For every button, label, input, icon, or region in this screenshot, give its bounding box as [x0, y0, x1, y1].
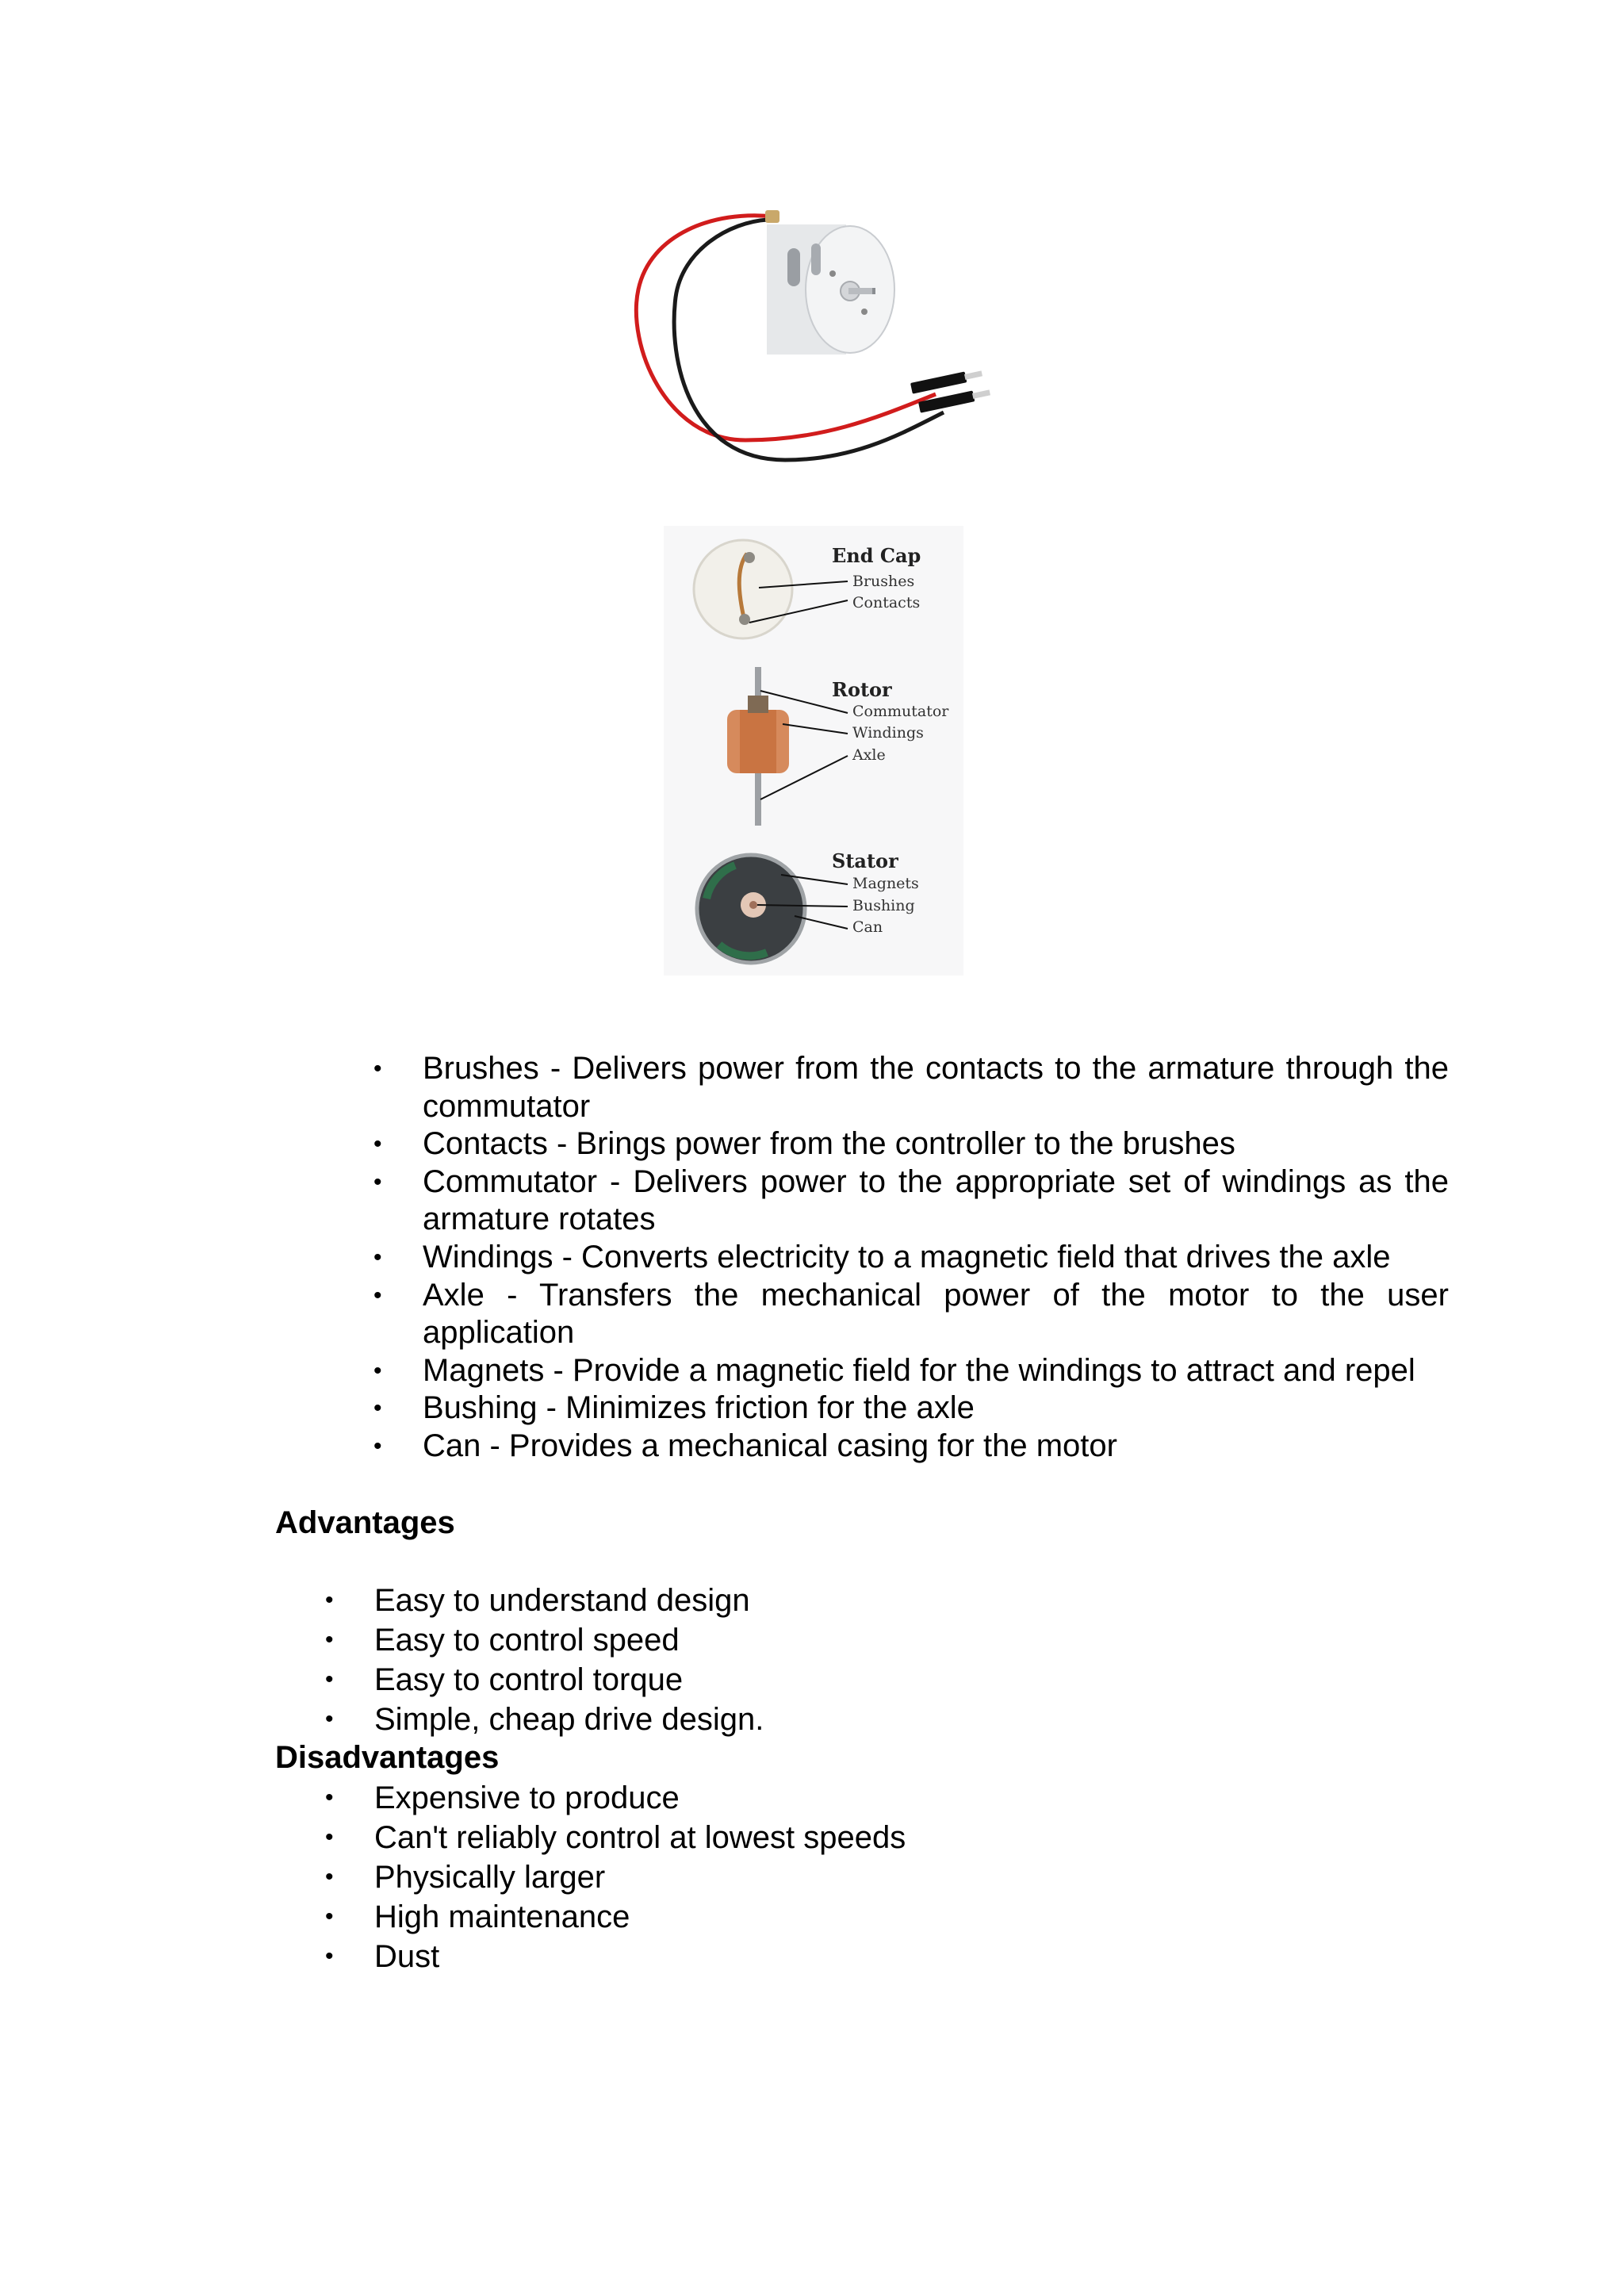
bullet: • — [373, 1131, 382, 1158]
bullet: • — [325, 1784, 334, 1811]
motor-exploded-diagram — [664, 526, 963, 976]
bullet: • — [373, 1244, 382, 1271]
advantages-list — [322, 1581, 764, 1739]
bullet: • — [325, 1666, 334, 1692]
label-rotor: Rotor — [832, 678, 892, 701]
list-item: • Easy to control speed — [322, 1620, 764, 1660]
label-can: Can — [852, 918, 883, 936]
bullet: • — [325, 1943, 334, 1969]
list-item: • Bushing - Minimizes friction for the axle — [370, 1389, 1449, 1428]
label-stator: Stator — [832, 849, 898, 872]
label-contacts: Contacts — [852, 594, 921, 611]
list-item: • Dust — [322, 1937, 906, 1976]
bullet: • — [325, 1627, 334, 1653]
label-end-cap: End Cap — [832, 544, 921, 567]
bullet: • — [325, 1706, 334, 1732]
list-item: • Can - Provides a mechanical casing for the motor — [370, 1428, 1449, 1466]
label-commutator: Commutator — [852, 703, 949, 720]
list-item: • Easy to understand design — [322, 1581, 764, 1620]
label-axle: Axle — [852, 746, 886, 764]
list-item: • Can't reliably control at lowest speeds — [322, 1818, 906, 1857]
component-list — [370, 1050, 1449, 1466]
label-magnets: Magnets — [852, 875, 919, 892]
bullet: • — [373, 1357, 382, 1384]
list-item: • Commutator - Delivers power to the appropriate set of windings as the armature rotates — [373, 1163, 1449, 1237]
list-item: • Windings - Converts electricity to a magnetic field that drives the axle — [370, 1239, 1449, 1277]
label-windings: Windings — [852, 724, 924, 742]
list-item: • Easy to control torque — [322, 1660, 764, 1700]
bullet: • — [325, 1587, 334, 1613]
bullet: • — [373, 1282, 382, 1309]
list-item: • Axle - Transfers the mechanical power of the motor to the user application — [373, 1277, 1449, 1351]
bullet: • — [325, 1824, 334, 1850]
dc-motor-photo — [619, 178, 1015, 496]
disadvantages-list — [322, 1778, 906, 1976]
list-item: • Simple, cheap drive design. — [322, 1700, 764, 1739]
label-brushes: Brushes — [852, 573, 915, 590]
list-item: • Brushes - Delivers power from the contacts to the armature through the commutator — [373, 1051, 1449, 1124]
list-item: • Expensive to produce — [322, 1778, 906, 1818]
bullet: • — [373, 1168, 382, 1195]
list-item: • Magnets - Provide a magnetic field for the windings to attract and repel — [370, 1352, 1449, 1390]
bullet: • — [373, 1432, 382, 1459]
label-bushing: Bushing — [852, 897, 915, 914]
advantages-heading: Advantages — [275, 1505, 455, 1540]
list-item: • Contacts - Brings power from the controller to the brushes — [370, 1125, 1449, 1163]
bullet: • — [325, 1903, 334, 1930]
bullet: • — [373, 1395, 382, 1422]
bullet: • — [325, 1864, 334, 1890]
list-item: • Physically larger — [322, 1857, 906, 1897]
list-item: • High maintenance — [322, 1897, 906, 1937]
disadvantages-heading: Disadvantages — [275, 1740, 500, 1775]
bullet: • — [373, 1056, 382, 1082]
